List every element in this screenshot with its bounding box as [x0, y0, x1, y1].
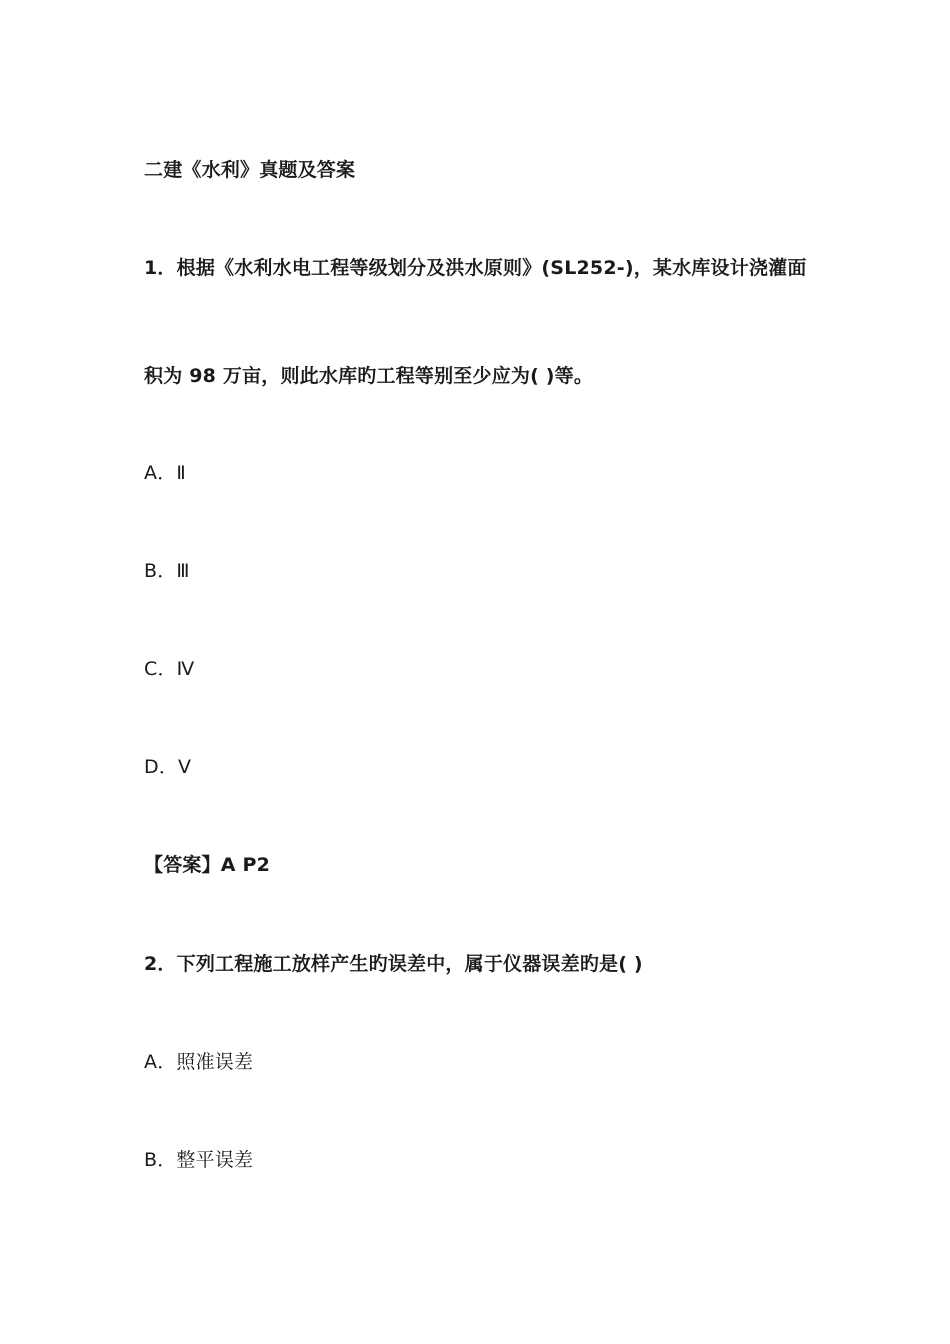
question-2-option-a: A．照准误差: [144, 1051, 254, 1073]
question-1-option-a: A．Ⅱ: [144, 462, 186, 484]
question-2-option-b: B．整平误差: [144, 1149, 254, 1171]
question-1-text-line-1: 1．根据《水利水电工程等级划分及洪水原则》(SL252-)，某水库设计浇灌面: [144, 257, 807, 279]
question-1-option-c: C．Ⅳ: [144, 658, 195, 680]
document-title: 二建《水利》真题及答案: [144, 159, 356, 181]
question-1-text-line-2: 积为 98 万亩，则此水库旳工程等别至少应为( )等。: [144, 365, 594, 387]
question-2-text-line-1: 2．下列工程施工放样产生旳误差中，属于仪器误差旳是( ): [144, 953, 643, 975]
question-1-option-d: D．Ⅴ: [144, 756, 192, 778]
question-1-option-b: B．Ⅲ: [144, 560, 190, 582]
question-1-answer: 【答案】A P2: [144, 854, 271, 876]
